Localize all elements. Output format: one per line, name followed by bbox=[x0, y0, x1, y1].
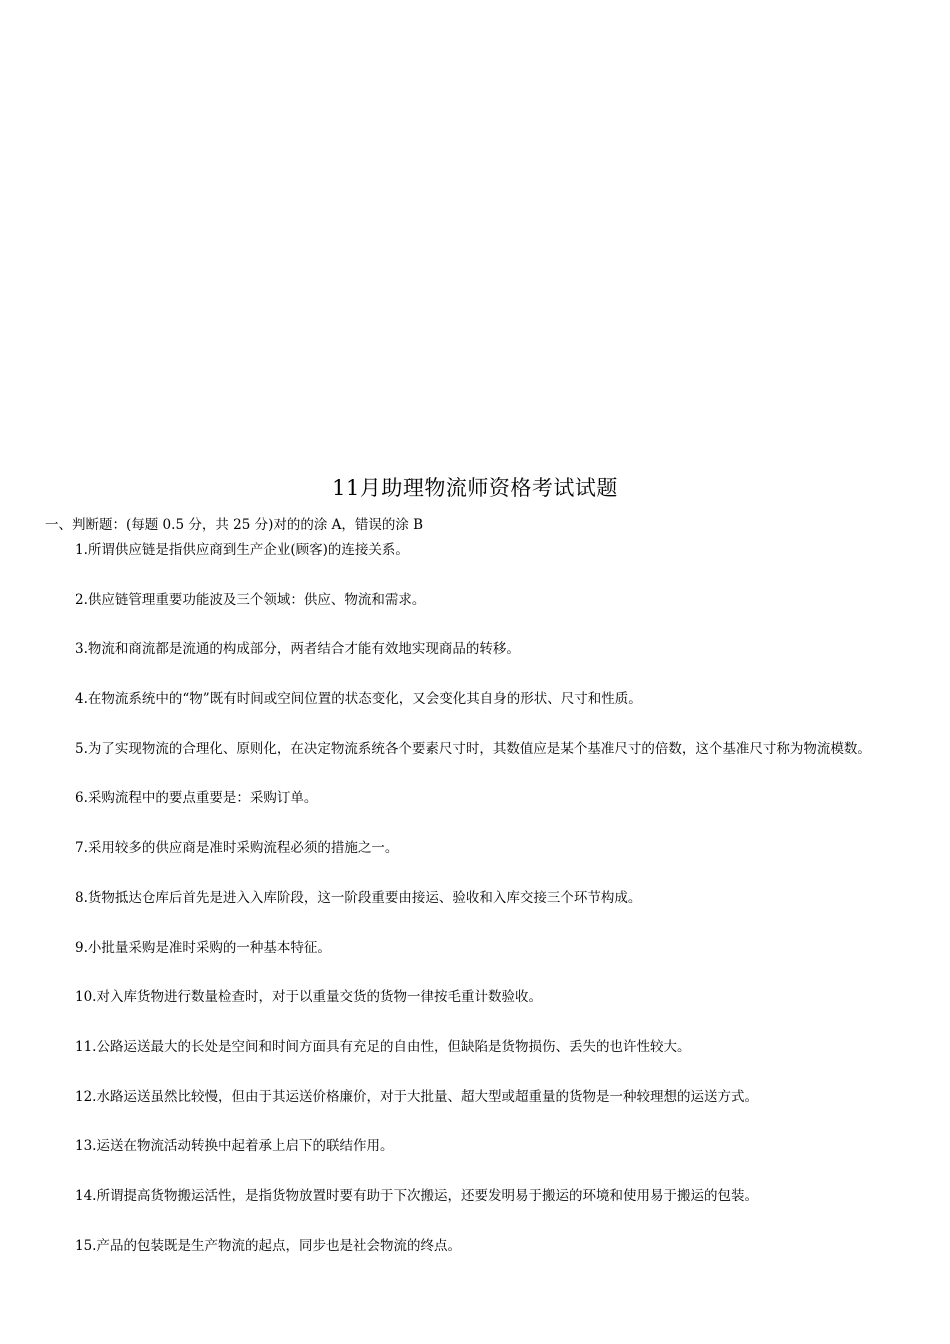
question-item bbox=[75, 1236, 945, 1286]
question-text: 对入库货物进行数量检查时，对于以重量交货的货物一律按毛重计数验收。 bbox=[96, 989, 542, 1006]
question-number: 4. bbox=[75, 691, 88, 708]
question-text: 小批量采购是准时采购的一种基本特征。 bbox=[87, 939, 331, 956]
question-item bbox=[75, 540, 945, 590]
section-heading: 一、判断题：(每题 0.5 分，共 25 分)对的的涂 A，错误的涂 B bbox=[45, 517, 424, 533]
question-item bbox=[75, 888, 945, 938]
question-item bbox=[75, 739, 945, 789]
question-text: 所谓提高货物搬运活性，是指货物放置时要有助于下次搬运，还要发明易于搬运的环境和使用易于搬运的包装。 bbox=[96, 1187, 758, 1204]
question-item bbox=[75, 938, 945, 988]
question-number: 13. bbox=[75, 1138, 97, 1155]
question-text: 物流和商流都是流通的构成部分，两者结合才能有效地实现商品的转移。 bbox=[87, 641, 520, 658]
question-number: 3. bbox=[75, 641, 88, 658]
question-number: 2. bbox=[75, 591, 88, 608]
question-item bbox=[75, 689, 945, 739]
question-text: 产品的包装既是生产物流的起点，同步也是社会物流的终点。 bbox=[96, 1237, 461, 1254]
question-item bbox=[75, 788, 945, 838]
question-number: 10. bbox=[75, 989, 97, 1006]
question-text: 采用较多的供应商是准时采购流程必须的措施之一。 bbox=[87, 840, 399, 857]
question-item bbox=[75, 987, 945, 1037]
question-text: 水路运送虽然比较慢，但由于其运送价格廉价，对于大批量、超大型或超重量的货物是一种较理想的运送方式。 bbox=[96, 1088, 758, 1105]
question-text: 为了实现物流的合理化、原则化，在决定物流系统各个要素尺寸时，其数值应是某个基准尺寸的倍数，这个基准尺寸称为物流模数。 bbox=[87, 740, 871, 757]
question-item bbox=[75, 838, 945, 888]
question-item bbox=[75, 1136, 945, 1186]
question-number: 15. bbox=[75, 1237, 97, 1254]
question-text: 货物抵达仓库后首先是进入入库阶段，这一阶段重要由接运、验收和入库交接三个环节构成。 bbox=[87, 889, 642, 906]
question-number: 11. bbox=[75, 1038, 97, 1055]
question-text: 采购流程中的要点重要是：采购订单。 bbox=[87, 790, 318, 807]
question-text: 供应链管理重要功能波及三个领域：供应、物流和需求。 bbox=[87, 591, 426, 608]
question-number: 8. bbox=[75, 889, 88, 906]
question-item bbox=[75, 590, 945, 640]
question-number: 9. bbox=[75, 939, 88, 956]
page-title: 11月助理物流师资格考试试题 bbox=[332, 476, 618, 500]
question-text: 在物流系统中的“物”既有时间或空间位置的状态变化，又会变化其自身的形状、尺寸和性质。 bbox=[87, 691, 642, 708]
question-number: 14. bbox=[75, 1187, 97, 1204]
question-item bbox=[75, 1186, 945, 1236]
question-number: 5. bbox=[75, 740, 88, 757]
question-item bbox=[75, 639, 945, 689]
question-text: 运送在物流活动转换中起着承上启下的联结作用。 bbox=[96, 1138, 394, 1155]
question-text: 所谓供应链是指供应商到生产企业(顾客)的连接关系。 bbox=[87, 542, 409, 558]
question-item bbox=[75, 1087, 945, 1137]
question-number: 12. bbox=[75, 1088, 97, 1105]
question-number: 7. bbox=[75, 840, 88, 857]
question-list bbox=[75, 540, 945, 1285]
question-number: 1. bbox=[75, 542, 88, 558]
question-text: 公路运送最大的长处是空间和时间方面具有充足的自由性，但缺陷是货物损伤、丢失的也许性较大。 bbox=[96, 1038, 691, 1055]
question-item bbox=[75, 1037, 945, 1087]
question-number: 6. bbox=[75, 790, 88, 807]
